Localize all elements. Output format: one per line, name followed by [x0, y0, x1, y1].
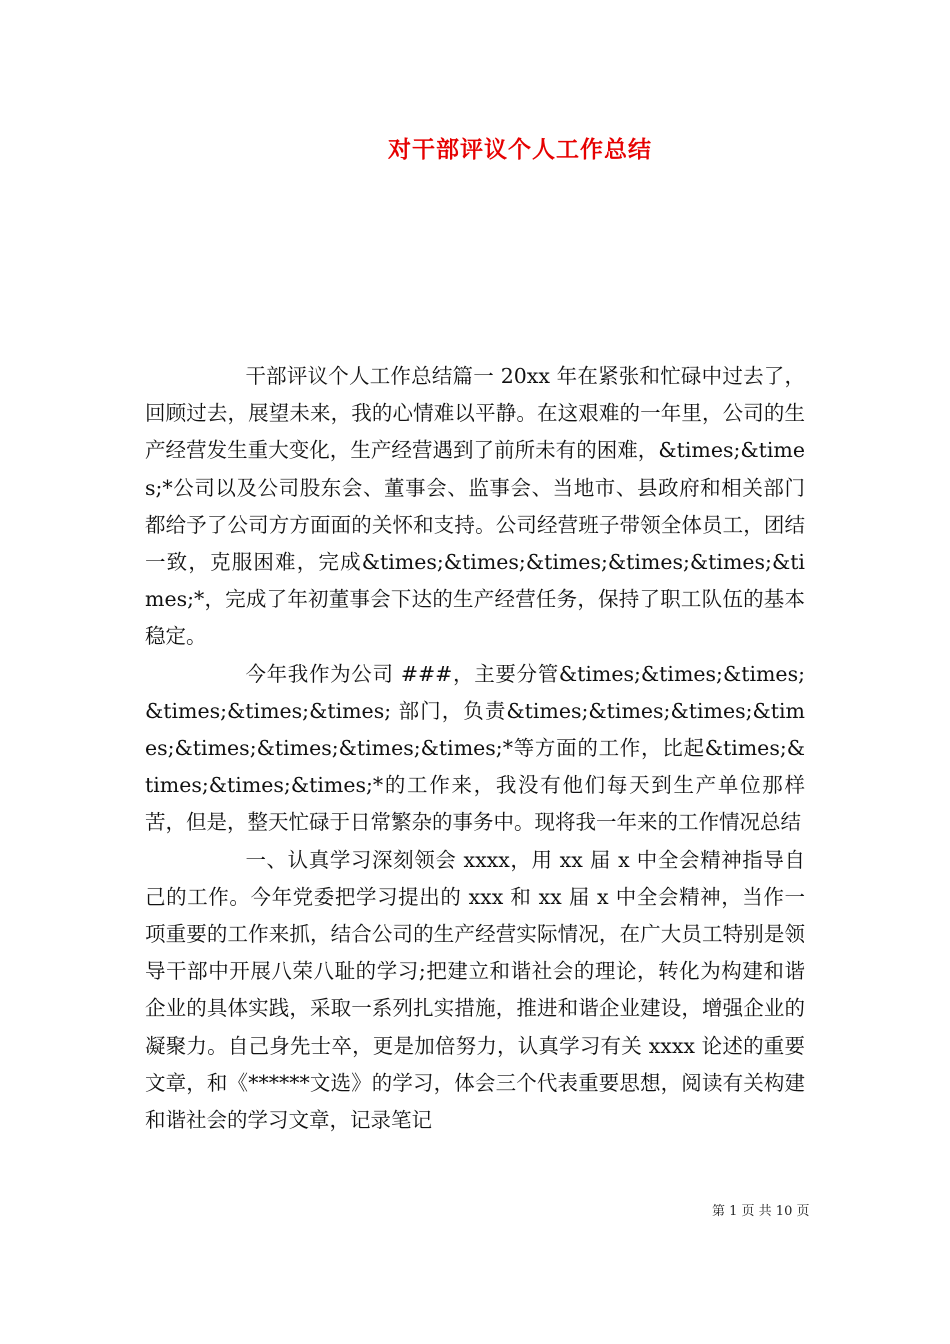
page-footer: 第 1 页 共 10 页 — [712, 1204, 810, 1219]
paragraph-1: 干部评议个人工作总结篇一 20xx 年在紧张和忙碌中过去了，回顾过去，展望未来，我的心情难以平静。在这艰难的一年里，公司的生产经营发生重大变化，生产经营遇到了前所未有的困难，&times;&times;*公司以及公司股东会、董事会、监事会、当地市、县政府和相关部门都给予了公司方方面面的关怀和支持。公司经营班子带领全体员工，团结一致，克服困难，完成&times;&times;&times;&times;&times;&times;*，完成了年初董事会下达的生产经营任务，保持了职工队伍的基本稳定。 — [145, 364, 805, 649]
document-body — [145, 358, 805, 1139]
document-title: 对干部评议个人工作总结 — [388, 136, 652, 163]
paragraph-2: 今年我作为公司 ###，主要分管&times;&times;&times;&times;&times;&times; 部门，负责&times;&times;&times;&times;&times;&times;&times;&times;*等方面的工作，比起&times;&times;&times;&times;*的工作来，我没有他们每天到生产单位那样苦，但是，整天忙碌于日常繁杂的事务中。现将我一年来的工作情况总结 — [145, 661, 805, 835]
paragraph-3: 一、认真学习深刻领会 xxxx，用 xx 届 x 中全会精神指导自己的工作。今年党委把学习提出的 xxx 和 xx 届 x 中全会精神，当作一项重要的工作来抓，结合公司的生产经营实际情况，在广大员工特别是领导干部中开展八荣八耻的学习;把建立和谐社会的理论，转化为构建和谐企业的具体实践，采取一系列扎实措施，推进和谐企业建设，增强企业的凝聚力。自己身先士卒，更是加倍努力，认真学习有关 xxxx 论述的重要文章，和《******文选》的学习，体会三个代表重要思想，阅读有关构建和谐社会的学习文章，记录笔记 — [145, 847, 805, 1133]
